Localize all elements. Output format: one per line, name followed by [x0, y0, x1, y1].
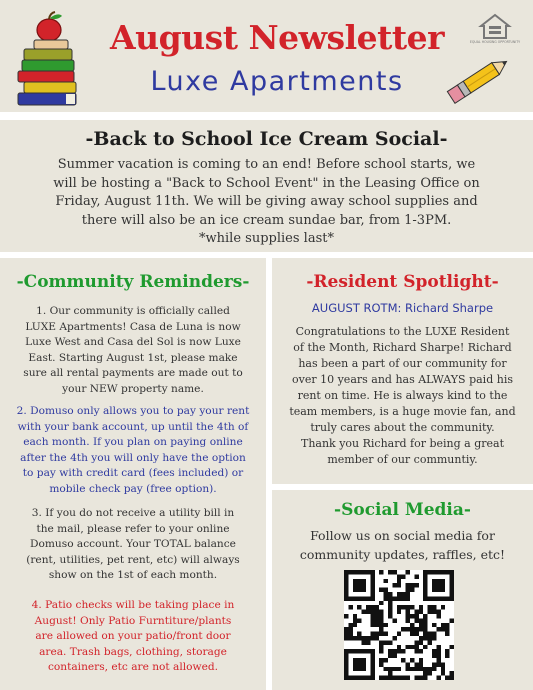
social-line: community updates, raffles, etc! — [299, 547, 506, 562]
spotlight-line: rent on time. He is always kind to the — [297, 389, 508, 402]
eho-logo-text: EQUAL HOUSING OPPORTUNITY — [469, 40, 521, 44]
reminder-item-4 — [4, 598, 262, 676]
reminders-panel — [0, 258, 266, 690]
event-panel — [0, 120, 533, 252]
reminder-line: after the 4th you will only have the option — [20, 451, 246, 464]
header-panel — [0, 0, 533, 112]
reminder-line: 4. Patio checks will be taking place in — [31, 599, 235, 611]
social-panel — [272, 490, 533, 690]
reminder-item-2 — [4, 404, 262, 497]
reminder-line: August! Only Patio Furntiture/plants — [34, 614, 232, 627]
reminder-line: 3. If you do not receive a utility bill in — [31, 507, 235, 519]
spotlight-line: member of our communtiy. — [327, 453, 478, 466]
equal-housing-icon — [469, 10, 521, 48]
spotlight-line: Congratulations to the LUXE Resident — [295, 325, 510, 338]
spotlight-line: team members, is a huge movie fan, and — [289, 405, 516, 418]
event-body — [34, 156, 499, 249]
reminder-item-1 — [4, 304, 262, 397]
social-line: Follow us on social media for — [310, 528, 495, 543]
reminder-line: Luxe West and Casa del Sol is now Luxe — [25, 336, 241, 348]
reminder-line: are allowed on your patio/front door — [35, 630, 231, 642]
spotlight-body — [282, 324, 523, 468]
spotlight-title: -Resident Spotlight- — [306, 272, 499, 292]
reminder-line: Domuso account. Your TOTAL balance — [30, 538, 236, 550]
reminder-line: to pay with credit card (fees included) or — [22, 467, 244, 479]
event-line: Summer vacation is coming to an end! Before school starts, we — [57, 157, 476, 172]
apple-books-icon — [16, 10, 82, 106]
event-line: Friday, August 11th. We will be giving away school supplies and — [55, 194, 478, 209]
spotlight-line: of the Month, Richard Sharpe! Richard — [293, 341, 512, 354]
reminder-line: the mail, please refer to your online — [36, 522, 230, 535]
social-body — [280, 526, 525, 564]
newsletter-title: August Newsletter — [109, 18, 445, 57]
reminder-line: your NEW property name. — [62, 382, 204, 395]
spotlight-panel — [272, 258, 533, 484]
spotlight-line: Thank you Richard for being a great — [300, 437, 505, 450]
reminder-line: East. Starting August 1st, please make — [28, 351, 238, 364]
newsletter-subtitle: Luxe Apartments — [150, 66, 404, 97]
reminder-line: 1. Our community is officially called — [36, 305, 230, 317]
event-line: will be hosting a "Back to School Event" in the Leasing Office on — [53, 175, 480, 191]
pencil-icon — [440, 54, 516, 106]
reminder-line: containers, etc are not allowed. — [47, 661, 219, 673]
qr-code[interactable] — [344, 570, 454, 680]
reminder-line: area. Trash bags, clothing, storage — [39, 645, 227, 658]
event-line: there will also be an ice cream sundae bar, from 1-3PM. — [81, 212, 452, 228]
reminder-line: show on the 1st of each month. — [48, 569, 218, 581]
reminder-line: with your bank account, up until the 4th of — [17, 420, 249, 433]
event-title: -Back to School Ice Cream Social- — [85, 128, 448, 150]
rotm-label: AUGUST ROTM: Richard Sharpe — [311, 301, 494, 315]
spotlight-line: truly cares about the community. — [310, 421, 495, 434]
reminder-line: LUXE Apartments! Casa de Luna is now — [25, 320, 241, 333]
event-line: *while supplies last* — [199, 231, 334, 246]
reminder-line: (rent, utilities, pet rent, etc) will always — [26, 553, 240, 566]
spotlight-line: over 10 years and has ALWAYS paid his — [292, 373, 513, 386]
reminder-item-3 — [4, 506, 262, 584]
social-title: -Social Media- — [334, 500, 471, 520]
spotlight-line: has been a part of our community for — [298, 357, 507, 370]
reminder-line: 2. Domuso only allows you to pay your rent — [16, 405, 250, 417]
reminder-line: each month. If you plan on paying online — [23, 436, 243, 448]
reminders-title: -Community Reminders- — [16, 272, 250, 292]
reminder-line: mobile check pay (free option). — [49, 482, 217, 495]
reminder-line: sure all rental payments are made out to — [23, 367, 243, 379]
